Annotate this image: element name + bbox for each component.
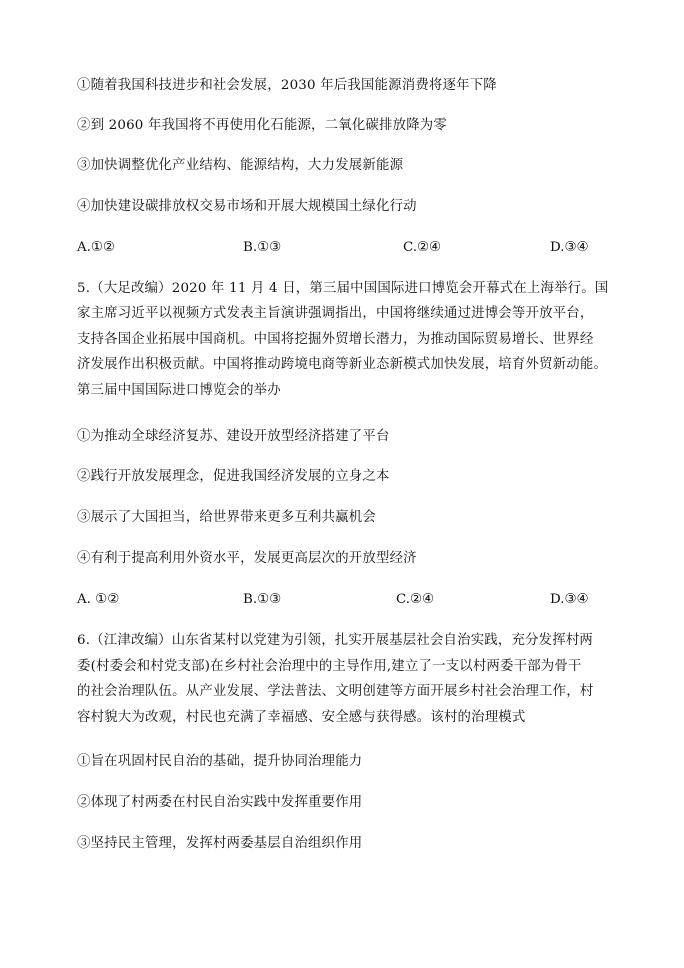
q5-option-c: C.②④ [396,592,435,607]
q4-option-a: A.①② [77,240,115,255]
q6-stem-line-4: 容村貌大为改观，村民也充满了幸福感、安全感与获得感。该村的治理模式 [77,710,526,725]
q5-stem-line-1: 5.（大足改编）2020 年 11 月 4 日，第三届中国国际进口博览会开幕式在上海举行。国 [77,281,609,296]
q5-option-a: A. ①② [77,592,120,607]
q4-item-4: ④加快建设碳排放权交易市场和开展大规模国土绿化行动 [77,199,417,214]
q5-item-3: ③展示了大国担当，给世界带来更多互利共赢机会 [77,510,376,525]
q5-option-b: B.①③ [243,592,282,607]
q6-stem-line-2: 委(村委会和村党支部)在乡村社会治理中的主导作用,建立了一支以村两委干部为骨干 [77,659,582,674]
q5-stem-line-5: 第三届中国国际进口博览会的举办 [77,383,281,398]
q6-stem-line-3: 的社会治理队伍。从产业发展、学法普法、文明创建等方面开展乡村社会治理工作，村 [77,684,594,699]
q5-item-4: ④有利于提高利用外资水平，发展更高层次的开放型经济 [77,551,417,566]
q4-item-2: ②到 2060 年我国将不再使用化石能源，二氧化碳排放降为零 [77,118,447,133]
q6-item-2: ②体现了村两委在村民自治实践中发挥重要作用 [77,795,363,810]
q5-item-1: ①为推动全球经济复苏、建设开放型经济搭建了平台 [77,429,390,444]
q6-item-1: ①旨在巩固村民自治的基础，提升协同治理能力 [77,754,363,769]
q6-item-3: ③坚持民主管理，发挥村两委基层自治组织作用 [77,836,363,851]
q4-item-3: ③加快调整优化产业结构、能源结构，大力发展新能源 [77,158,404,173]
q5-stem-line-4: 济发展作出积极贡献。中国将推动跨境电商等新业态新模式加快发展，培育外贸新动能。 [77,357,608,372]
q4-option-d: D.③④ [550,240,589,255]
q6-stem-line-1: 6.（江津改编）山东省某村以党建为引领，扎实开展基层社会自治实践，充分发挥村两 [77,633,594,648]
q5-option-d: D.③④ [550,592,589,607]
q4-option-b: B.①③ [243,240,282,255]
q4-option-c: C.②④ [403,240,442,255]
q5-item-2: ②践行开放发展理念，促进我国经济发展的立身之本 [77,469,390,484]
q5-stem-line-3: 支持各国企业拓展中国商机。中国将挖掘外贸增长潜力，为推动国际贸易增长、世界经 [77,332,594,347]
q4-item-1: ①随着我国科技进步和社会发展，2030 年后我国能源消费将逐年下降 [77,78,497,93]
q5-stem-line-2: 家主席习近平以视频方式发表主旨演讲强调指出，中国将继续通过进博会等开放平台， [77,306,594,321]
